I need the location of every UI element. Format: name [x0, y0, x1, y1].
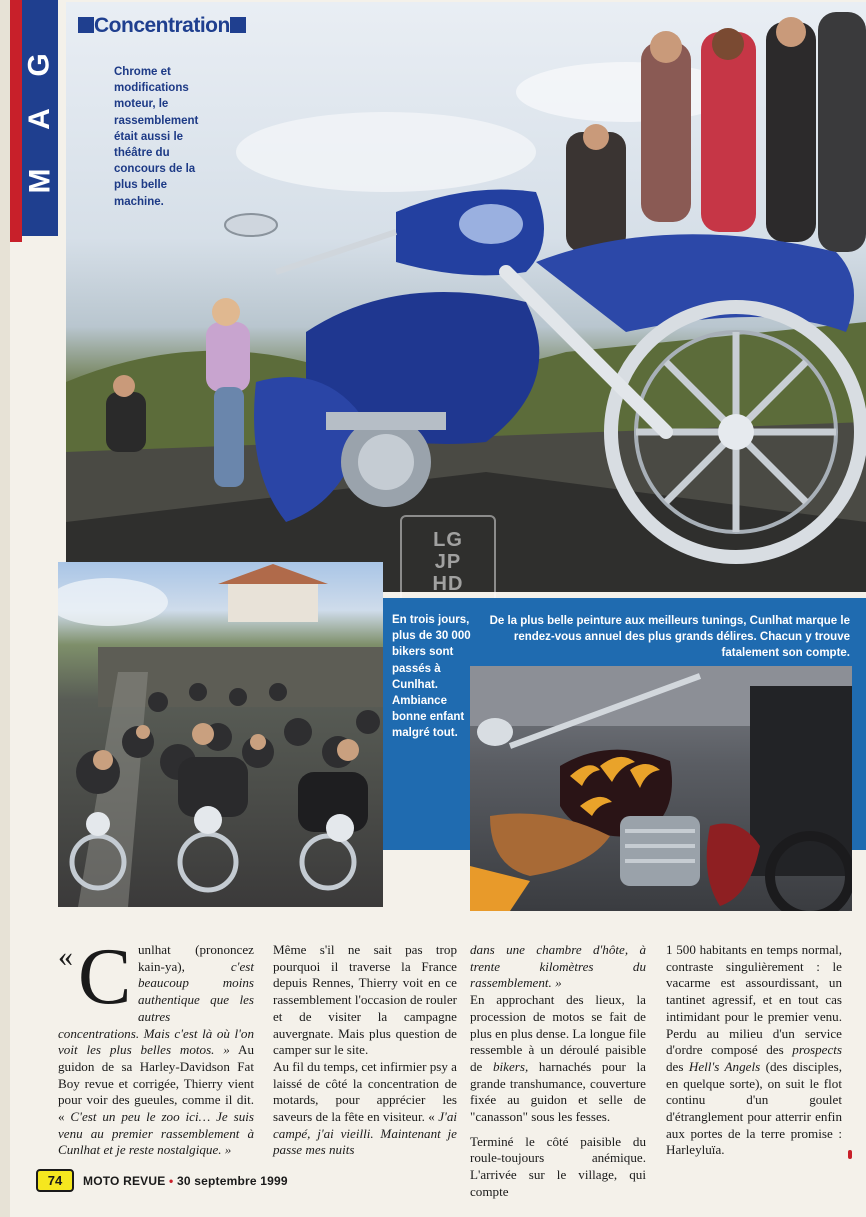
mag-letter-a: A: [22, 108, 56, 130]
paragraph: unlhat (prononcez kain-ya), c'est beaucoup moins authentique que les autres concentrations. Mais c'est là où l'on voit les plus belles motos. » Au guidon de sa Harley-Davidson Fat Boy revue et corrigée, Thierry vient pour voir des gueules, comme il dit. « C'est un peu le zoo ici… Je suis venu au premier rassemblement à Cunlhat et je reste nostalgique. »: [58, 942, 254, 1158]
drop-cap: [58, 933, 134, 1021]
page-number: 74: [36, 1169, 74, 1192]
paragraph: En approchant des lieux, la procession de motos se fait de plus en plus dense. La longue file ressemble à un déroulé paisible de bikers, harnachés pour la grande transhumance, couverture fixée au guidon et selle de "canasson" sous les fesses.: [470, 992, 646, 1125]
red-accent-bar: [10, 0, 22, 242]
mag-letter-m: G: [23, 53, 56, 77]
caption-top-photo: Chrome et modifications moteur, le rassemblement était aussi le théâtre du concours de la plus belle machine.: [114, 66, 199, 208]
article-column-3: [470, 942, 646, 1201]
paragraph: dans une chambre d'hôte, à trente kilomètres du rassemblement. »: [470, 942, 646, 991]
photo-flame-paint-bike: [470, 666, 852, 911]
article-column-2: [273, 942, 457, 1159]
flame-bike-illustration: [470, 666, 852, 911]
paragraph: 1 500 habitants en temps normal, contraste singulièrement : le vacarme est assourdissant, un tantinet agressif, et en tout cas intimidant pour le premier venu. Perdu au milieu d'un service d'ordre composé des prospects des Hell's Angels (des disciples, en quelque sorte), on suit le flot continu d'un goulet d'étranglement pour atterrir enfin aux portes de la terre promise : Harleyluïa.: [666, 942, 842, 1158]
mag-side-tab: [22, 0, 58, 236]
drop-cap-letter: C: [78, 933, 132, 1021]
page-edge: [0, 0, 10, 1217]
article-column-4: [666, 942, 842, 1159]
watermark-text: LG JP HD: [432, 529, 464, 595]
section-label-square-left: [78, 17, 94, 33]
mag-letter-g: M: [23, 168, 56, 194]
paragraph: Terminé le côté paisible du roule-toujours anémique. L'arrivée sur le village, qui compte: [470, 1133, 646, 1199]
opening-quote: «: [58, 940, 73, 973]
caption-crowd-photo: En trois jours, plus de 30 000 bikers sont passés à Cunlhat. Ambiance bonne enfant malgré tout.: [392, 614, 471, 740]
end-mark: [848, 1150, 852, 1159]
watermark-logo: [400, 515, 496, 603]
photo-custom-motorcycle: [66, 2, 866, 592]
article-column-1: [58, 933, 254, 1159]
paragraph: Même s'il ne sait pas trop pourquoi il traverse la France depuis Rennes, Thierry voit en ce rassemblement l'occasion de rouler et de visiter la campagne auvergnate. Mais plus question de camper sur le site.: [273, 942, 457, 1058]
caption-tunings: De la plus belle peinture aux meilleurs tunings, Cunlhat marque le rendez-vous annuel des plus grands délires. Chacun y trouve fatalement son compte.: [489, 615, 850, 660]
crowd-illustration: [58, 562, 383, 907]
section-label: Concentration: [78, 14, 246, 38]
section-label-square-right: [230, 17, 246, 33]
photo-biker-crowd: [58, 562, 383, 907]
footer-magazine-info: MOTO REVUE • 30 septembre 1999: [83, 1174, 288, 1188]
paragraph: Au fil du temps, cet infirmier psy a laissé de côté la concentration de motards, pour apprécier les saveurs de la fête en visiteur. « J'ai campé, j'ai vieilli. Maintenant je passe mes nuits: [273, 1058, 457, 1158]
